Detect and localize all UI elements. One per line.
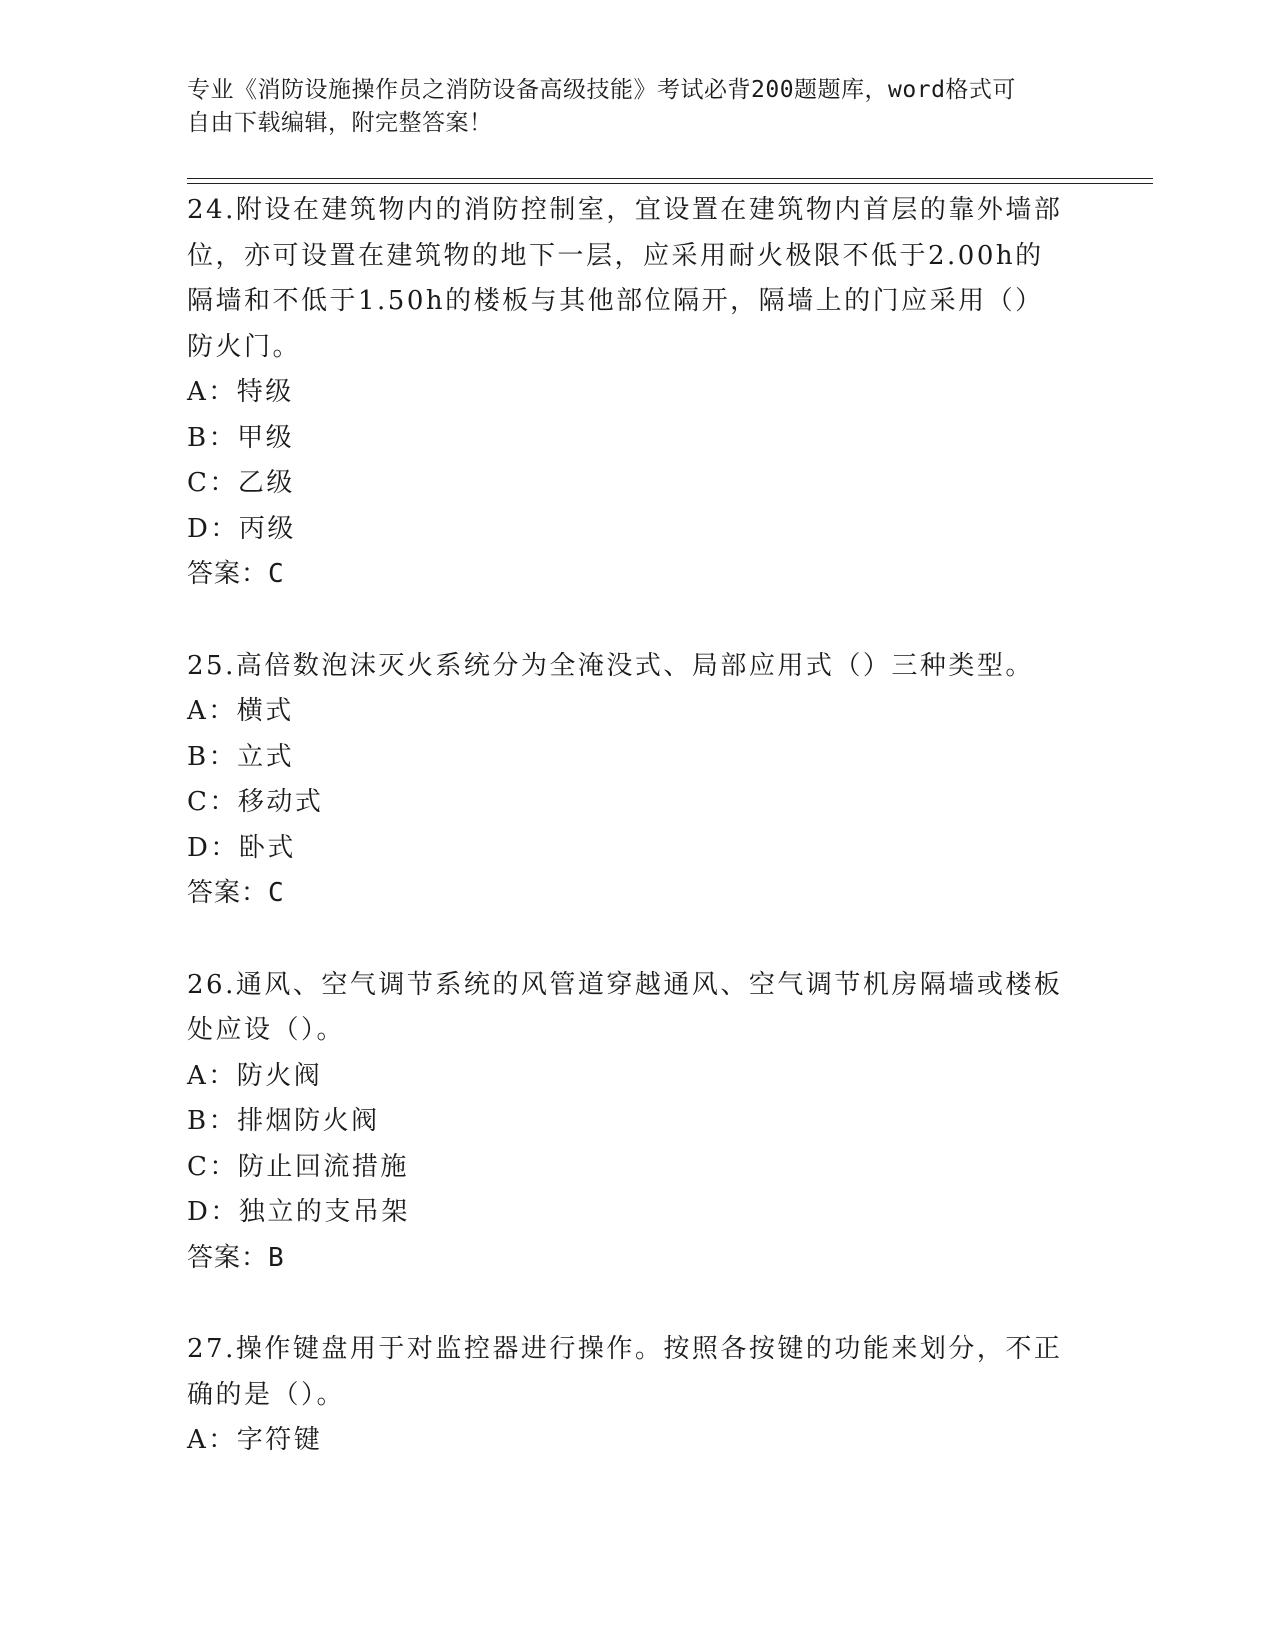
- answer-line: [187, 1236, 1087, 1282]
- question-text-line: 25.高倍数泡沫灭火系统分为全淹没式、局部应用式（）三种类型。: [187, 650, 1034, 681]
- option-a: A：横式: [187, 696, 294, 726]
- answer-label: 答案：: [187, 559, 269, 589]
- option-b: B：排烟防火阀: [187, 1106, 380, 1136]
- option-c: C：移动式: [187, 787, 324, 817]
- question-list: [187, 188, 1087, 1464]
- question-27: [187, 1327, 1087, 1464]
- question-text-line: 24.附设在建筑物内的消防控制室，宜设置在建筑物内首层的靠外墙部: [187, 195, 1063, 225]
- option-c: C：乙级: [187, 468, 295, 498]
- option-d: D：独立的支吊架: [187, 1197, 410, 1227]
- header-line-2: 自由下载编辑，附完整答案！: [187, 110, 493, 136]
- option-d: D：卧式: [187, 832, 296, 863]
- question-text-line: 确的是（）。: [187, 1379, 346, 1410]
- answer-label: 答案：: [187, 878, 269, 908]
- question-spacer: [187, 917, 1087, 963]
- option-a: A：防火阀: [187, 1060, 323, 1091]
- answer-line: [187, 871, 1087, 917]
- question-25: [187, 644, 1087, 917]
- question-text-line: 27.操作键盘用于对监控器进行操作。按照各按键的功能来划分，不正: [187, 1334, 1063, 1364]
- option-d: D：丙级: [187, 513, 296, 544]
- option-c: C：防止回流措施: [187, 1151, 409, 1182]
- question-spacer: [187, 1281, 1087, 1327]
- option-a: A：字符键: [187, 1425, 323, 1455]
- question-text-line: 26.通风、空气调节系统的风管道穿越通风、空气调节机房隔墙或楼板: [187, 969, 1063, 1000]
- question-24: [187, 188, 1087, 598]
- answer-value: B: [268, 1242, 285, 1273]
- option-b: B：立式: [187, 741, 295, 772]
- question-text-line: 防火门。: [187, 331, 302, 362]
- header-divider-top: [187, 178, 1153, 179]
- header-divider-bottom: [187, 183, 1153, 184]
- document-header: [187, 74, 1067, 140]
- option-a: A：特级: [187, 377, 294, 407]
- option-b: B：甲级: [187, 422, 295, 453]
- answer-value: C: [268, 559, 285, 589]
- question-text-line: 处应设（）。: [187, 1015, 346, 1045]
- answer-label: 答案：: [187, 1242, 269, 1273]
- question-26: [187, 963, 1087, 1282]
- question-text-line: 隔墙和不低于1.50h的楼板与其他部位隔开，隔墙上的门应采用（）: [187, 286, 1044, 316]
- answer-line: [187, 552, 1087, 598]
- header-line-1: 专业《消防设施操作员之消防设备高级技能》考试必背200题题库，word格式可: [187, 77, 1016, 103]
- question-spacer: [187, 598, 1087, 644]
- question-text-line: 位，亦可设置在建筑物的地下一层，应采用耐火极限不低于2.00h的: [187, 240, 1044, 271]
- answer-value: C: [268, 878, 285, 908]
